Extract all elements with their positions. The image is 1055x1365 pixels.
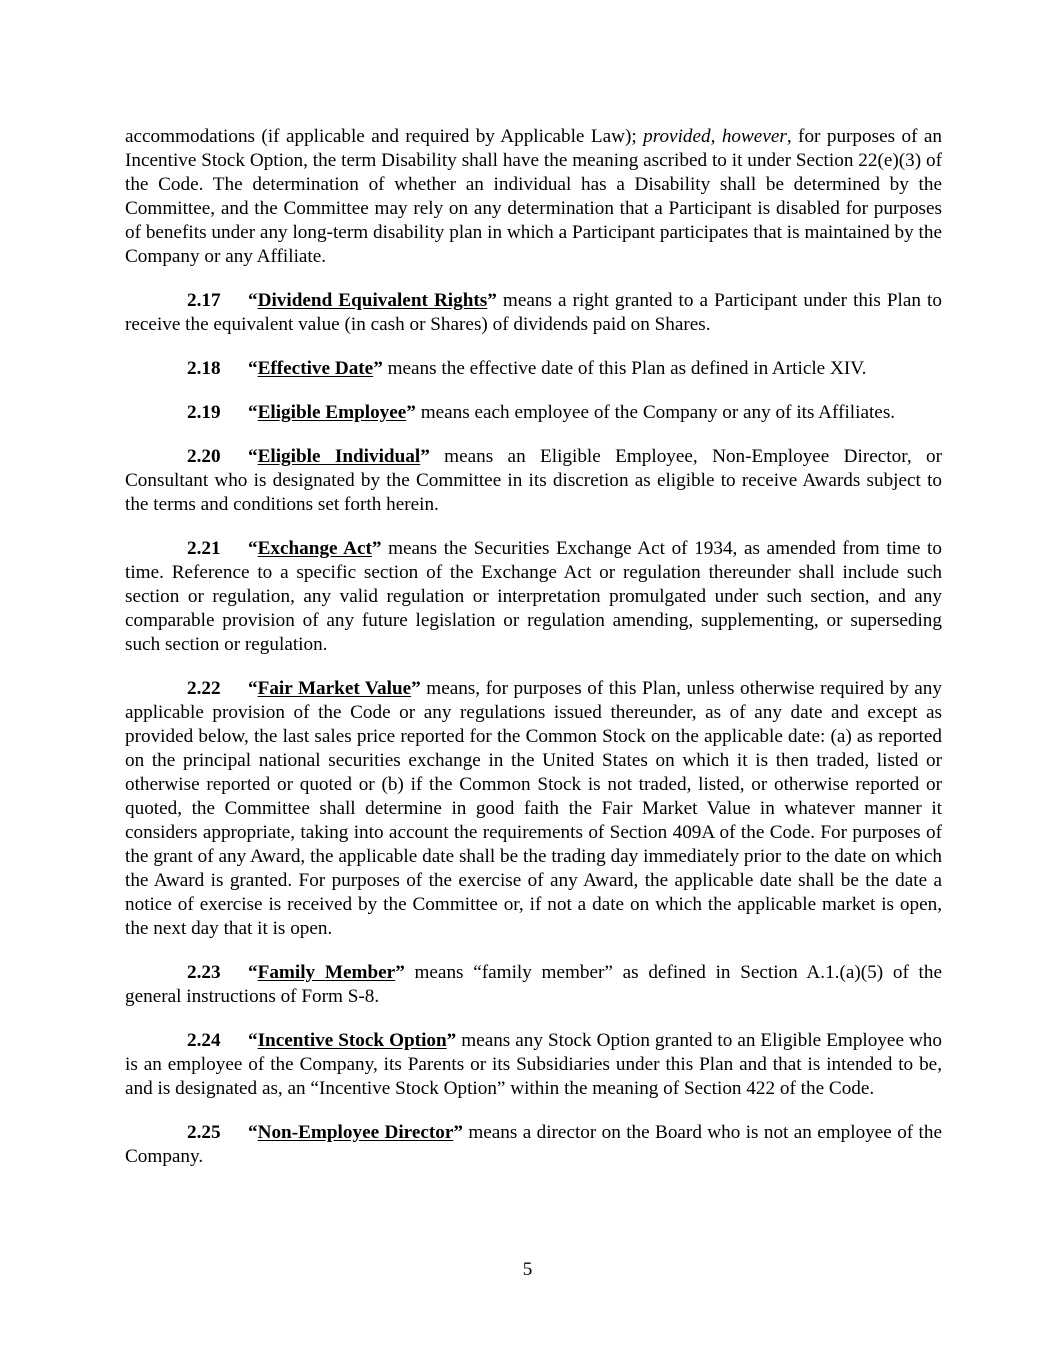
defined-term-label: Incentive Stock Option (257, 1030, 447, 1051)
section-number: 2.23 (187, 962, 221, 983)
defined-term: “Family Member” (248, 962, 405, 983)
definition-paragraph (125, 357, 942, 381)
section-number: 2.25 (187, 1122, 221, 1143)
defined-term: “Dividend Equivalent Rights” (248, 290, 497, 311)
definitions-list (125, 289, 942, 1169)
defined-term-label: Dividend Equivalent Rights (257, 290, 488, 311)
definition-paragraph (125, 445, 942, 517)
section-number: 2.22 (187, 678, 221, 699)
defined-term-label: Exchange Act (257, 538, 372, 559)
section-number: 2.19 (187, 402, 221, 423)
page-number: 5 (522, 1259, 533, 1280)
definition-paragraph (125, 961, 942, 1009)
definition-text: means an Eligible Employee, Non-Employee Director, or Consultant who is designated by the Committee in its discretion as eligible to receive Awards subject to the terms and conditions set forth herein. (125, 446, 942, 515)
definition-paragraph (125, 289, 942, 337)
definition-text: means any Stock Option granted to an Eligible Employee who is an employee of the Company, its Parents or its Subsidiaries under this Plan and that is intended to be, and is designated as, an “Incentive Stock Option” within the meaning of Section 422 of the Code. (125, 1030, 942, 1099)
continued-paragraph (125, 125, 942, 269)
document-page (125, 125, 942, 1169)
defined-term-label: Fair Market Value (257, 678, 412, 699)
defined-term: “Eligible Employee” (248, 402, 416, 423)
definition-text: means the Securities Exchange Act of 1934, as amended from time to time. Reference to a specific section of the Exchange Act or regulation thereunder shall include such section or regulation, any valid regulation or interpretation promulgated under such section, and any comparable provision of any future legislation or regulation amending, supplementing, or superseding such section or regulation. (125, 538, 942, 655)
defined-term-label: Eligible Employee (257, 402, 407, 423)
defined-term-label: Non-Employee Director (257, 1122, 454, 1143)
definition-text: means each employee of the Company or any of its Affiliates. (415, 402, 896, 423)
provided-however-italic: provided, however (643, 126, 787, 147)
definition-paragraph (125, 1121, 942, 1169)
definition-paragraph (125, 677, 942, 941)
defined-term: “Fair Market Value” (248, 678, 421, 699)
defined-term-label: Eligible Individual (257, 446, 421, 467)
definition-paragraph (125, 401, 942, 425)
section-number: 2.17 (187, 290, 221, 311)
defined-term-label: Effective Date (257, 358, 374, 379)
section-number: 2.18 (187, 358, 221, 379)
definition-text: means the effective date of this Plan as defined in Article XIV. (382, 358, 867, 379)
definition-text: means, for purposes of this Plan, unless otherwise required by any applicable provision of the Code or any regulations issued thereunder, as of any date and except as provided below, the last sales price reported for the Common Stock on the applicable date: (a) as reported on the principal national securities exchange in the United States on which it is then traded, listed or otherwise reported or quoted or (b) if the Common Stock is not traded, listed, or otherwise reported or quoted, the Committee shall determine in good faith the Fair Market Value in whatever manner it considers appropriate, taking into account the requirements of Section 409A of the Code. For purposes of the grant of any Award, the applicable date shall be the trading day immediately prior to the date on which the Award is granted. For purposes of the exercise of any Award, the applicable date shall be the date a notice of exercise is received by the Committee or, if not a date on which the applicable market is open, the next day that it is open. (125, 678, 942, 939)
definition-text: means “family member” as defined in Section A.1.(a)(5) of the general instructions of Form S-8. (125, 962, 943, 1007)
definition-text: means a right granted to a Participant under this Plan to receive the equivalent value (in cash or Shares) of dividends paid on Shares. (125, 290, 942, 335)
defined-term: “Effective Date” (248, 358, 383, 379)
defined-term: “Exchange Act” (248, 538, 382, 559)
section-number: 2.21 (187, 538, 221, 559)
defined-term: “Eligible Individual” (248, 446, 430, 467)
section-number: 2.24 (187, 1030, 221, 1051)
section-number: 2.20 (187, 446, 221, 467)
defined-term: “Non-Employee Director” (248, 1122, 463, 1143)
definition-text: means a director on the Board who is not an employee of the Company. (125, 1122, 942, 1167)
defined-term-label: Family Member (257, 962, 396, 983)
continuation-text-start: accommodations (if applicable and required by Applicable Law); (125, 126, 644, 147)
definition-paragraph (125, 1029, 942, 1101)
continuation-text-end: , for purposes of an Incentive Stock Option, the term Disability shall have the meaning ascribed to it under Section 22(e)(3) of the Code. The determination of whether an individual has a Disability shall be determined by the Committee, and the Committee may rely on any determination that a Participant is disabled for purposes of benefits under any long-term disability plan in which a Participant participates that is maintained by the Company or any Affiliate. (125, 126, 942, 267)
defined-term: “Incentive Stock Option” (248, 1030, 457, 1051)
definition-paragraph (125, 537, 942, 657)
